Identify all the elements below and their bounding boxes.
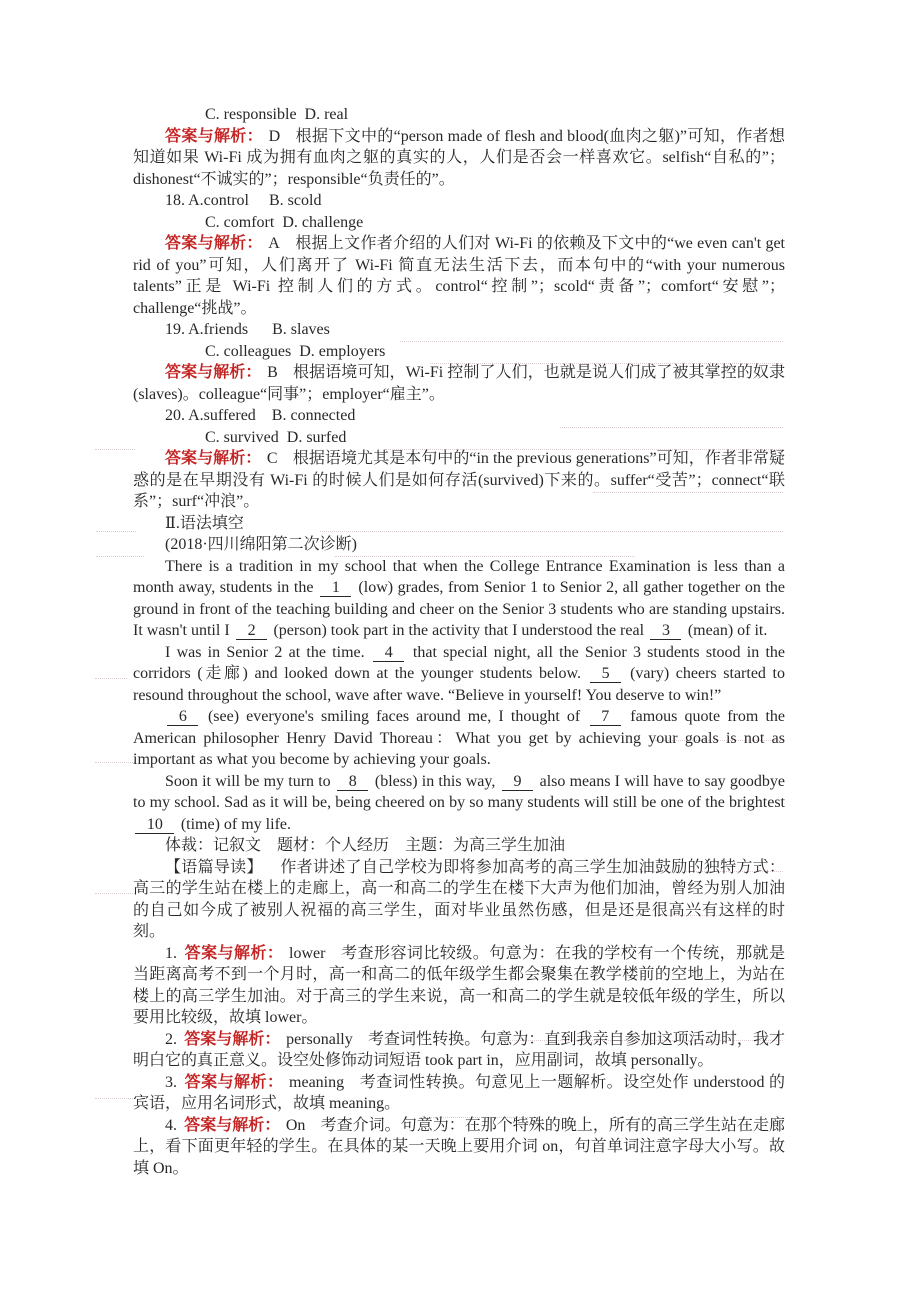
answer-label: 答案与解析： bbox=[165, 364, 262, 381]
answer-label: 答案与解析： bbox=[184, 1073, 284, 1091]
answer-label: 答案与解析： bbox=[184, 944, 284, 962]
answer-10: 答案与解析： C 根据语境尤其是本句中的“in the previous generations”可知，作者非常疑惑的是在早期没有 Wi-Fi 的时候人们是如何存活(survived)下来的。suffer“受苦”；connect“联系”；surf“冲浪”。 bbox=[133, 450, 785, 510]
meta-17: 体裁：记叙文 题材：个人经历 主题：为高三学生加油 bbox=[165, 837, 566, 854]
scan-dotted-line bbox=[95, 1098, 135, 1099]
source-12: (2018·四川绵阳第二次诊断) bbox=[165, 536, 357, 553]
option-line-9: C. survived D. surfed bbox=[205, 428, 347, 446]
passage-16: Soon it will be my turn to 8 (bless) in this way, 9 also means I will have to say goodbye to my school. Sad as it will be, being cheered on by so many students will still be one of the brightest 10 (time) of my life. bbox=[133, 772, 785, 833]
answer-number: 1. bbox=[165, 944, 177, 962]
fill-blank-7: 7 bbox=[590, 708, 621, 726]
answer-value: personally bbox=[286, 1030, 353, 1048]
fill-blank-10: 10 bbox=[135, 816, 174, 834]
answer-19: 1. 答案与解析： lower 考查形容词比较级。句意为：在我的学校有一个传统，那就是当距离高考不到一个月时，高一和高二的低年级学生都会聚集在教学楼前的空地上，为站在楼上的高三学生加油。对于高三的学生来说，高一和高二的学生就是较低年级的学生，所以要用比较级，故填 lower。 bbox=[133, 944, 785, 1026]
intro-18: 【语篇导读】 作者讲述了自己学校为即将参加高考的高三学生加油鼓励的独特方式：高三的学生站在楼上的走廊上，高一和高二的学生在楼下大声为他们加油，曾经为别人加油的自己如今成了被别人祝福的高三学生，面对毕业虽然伤感，但是还是很高兴有这样的时刻。 bbox=[133, 858, 785, 940]
answer-label: 答案与解析： bbox=[184, 1030, 281, 1048]
fill-blank-3: 3 bbox=[650, 622, 681, 640]
scan-dotted-line bbox=[95, 762, 135, 763]
answer-label: 答案与解析： bbox=[165, 450, 262, 467]
answer-value: D bbox=[268, 127, 281, 145]
scan-dotted-line bbox=[95, 893, 135, 894]
answer-4: 答案与解析： A 根据上文作者介绍的人们对 Wi-Fi 的依赖及下文中的“we even can't get rid of you”可知，人们离开了 Wi-Fi 简直无法生活下去，而本句中的“with your numerous talents”正是 Wi-Fi 控制人们的方式。control“控制”；scold“责备”；comfort“安慰”；challenge“挑战”。 bbox=[133, 235, 785, 317]
answer-number: 2. bbox=[165, 1030, 177, 1048]
fill-blank-4: 4 bbox=[373, 644, 404, 662]
fill-blank-6: 6 bbox=[167, 708, 198, 726]
answer-21: 3. 答案与解析： meaning 考查词性转换。句意见上一题解析。设空处作 understood 的宾语，应用名词形式，故填 meaning。 bbox=[133, 1073, 785, 1112]
document-page bbox=[133, 104, 785, 1179]
intro-label: 【语篇导读】 bbox=[165, 858, 263, 876]
fill-blank-8: 8 bbox=[337, 773, 368, 791]
answer-value: meaning bbox=[289, 1073, 345, 1091]
option-line-5: 19. A.friends B. slaves bbox=[165, 321, 330, 338]
answer-7: 答案与解析： B 根据语境可知，Wi-Fi 控制了人们，也就是说人们成了被其掌控的奴隶(slaves)。colleague“同事”；employer“雇主”。 bbox=[133, 364, 785, 403]
scan-dotted-line bbox=[95, 678, 127, 679]
answer-value: B bbox=[267, 364, 278, 381]
scan-dotted-line bbox=[95, 449, 135, 450]
option-line-6: C. colleagues D. employers bbox=[205, 342, 386, 360]
option-line-0: C. responsible D. real bbox=[205, 106, 349, 123]
answer-value: On bbox=[285, 1116, 306, 1134]
heading-11: Ⅱ.语法填空 bbox=[165, 514, 244, 532]
answer-22: 4. 答案与解析： On 考查介词。句意为：在那个特殊的晚上，所有的高三学生站在走廊上，看下面更年轻的学生。在具体的某一天晚上要用介词 on，句首单词注意字母大小写。故填 On。 bbox=[133, 1116, 785, 1177]
answer-value: lower bbox=[289, 944, 326, 962]
option-line-3: C. comfort D. challenge bbox=[205, 213, 364, 231]
answer-number: 4. bbox=[165, 1116, 177, 1134]
passage-15: 6 (see) everyone's smiling faces around me, I thought of 7 famous quote from the American philosopher Henry David Thoreau：What you get by achieving your goals is not as important as what you become by achieving your goals. bbox=[133, 708, 785, 768]
passage-13: There is a tradition in my school that when the College Entrance Examination is less than a month away, students in the 1 (low) grades, from Senior 1 to Senior 2, all gather together on the ground in front of the teaching building and cheer on the Senior 3 students who are standing upstairs. It wasn't until I 2 (person) took part in the activity that I understood the real 3 (mean) of it. bbox=[133, 557, 785, 639]
answer-20: 2. 答案与解析： personally 考查词性转换。句意为：直到我亲自参加这项活动时，我才明白它的真正意义。设空处修饰动词短语 took part in，应用副词，故填 personally。 bbox=[133, 1030, 785, 1069]
answer-label: 答案与解析： bbox=[165, 127, 263, 145]
answer-label: 答案与解析： bbox=[184, 1116, 281, 1134]
answer-1: 答案与解析： D 根据下文中的“person made of flesh and blood(血肉之躯)”可知，作者想知道如果 Wi-Fi 成为拥有血肉之躯的真实的人，人们是否会一样喜欢它。selfish“自私的”；dishonest“不诚实的”；responsible“负责任的”。 bbox=[133, 127, 785, 188]
fill-blank-5: 5 bbox=[590, 665, 621, 683]
passage-14: I was in Senior 2 at the time. 4 that special night, all the Senior 3 students stood in the corridors (走廊) and looked down at the younger students below. 5 (vary) cheers started to resound throughout the school, wave after wave. “Believe in yourself! You deserve to win!” bbox=[133, 643, 785, 704]
answer-value: A bbox=[268, 235, 280, 252]
fill-blank-2: 2 bbox=[236, 622, 267, 640]
scan-dotted-line bbox=[96, 531, 136, 532]
answer-value: C bbox=[266, 450, 278, 467]
answer-label: 答案与解析： bbox=[165, 235, 263, 252]
answer-number: 3. bbox=[165, 1073, 177, 1091]
option-line-2: 18. A.control B. scold bbox=[165, 192, 322, 209]
fill-blank-1: 1 bbox=[320, 579, 351, 597]
fill-blank-9: 9 bbox=[502, 773, 533, 791]
option-line-8: 20. A.suffered B. connected bbox=[165, 407, 356, 424]
